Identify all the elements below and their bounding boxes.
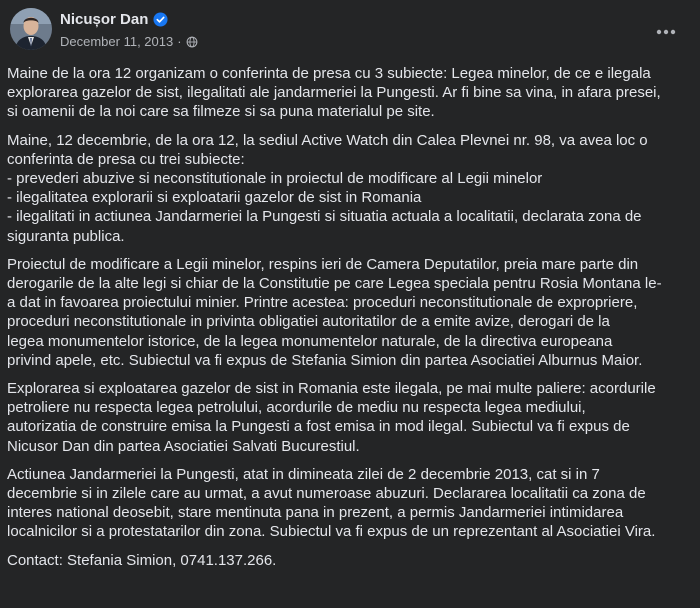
more-options-icon	[656, 29, 676, 35]
post-text-line: a dat in favoarea proiectului minier. Printre acestea: proceduri neconstitutionale de expropriere,	[7, 294, 638, 312]
post-text-line: localnicilor si a protestatarilor din zona. Subiectul va fi expus de un reprezentant al Asociatiei Vira.	[7, 523, 656, 541]
post-text-line: proceduri neconstitutionale in privinta obligatiei autoritatilor de a emite avize, derogari de la	[7, 313, 610, 331]
post-text-line: si oamenii de la noi care sa filmeze si sa puna materialul pe site.	[7, 103, 435, 121]
post-text-line: Contact: Stefania Simion, 0741.137.266.	[7, 551, 277, 569]
post-text-line: decembrie si in zilele care au urmat, a avut numeroase abuzuri. Declararea localitatii ca zona de	[7, 485, 646, 503]
post-paragraph	[7, 255, 688, 370]
post-paragraph	[7, 379, 688, 456]
post-text-line: siguranta publica.	[7, 227, 125, 245]
post-text-line: Maine de la ora 12 organizam o conferinta de presa cu 3 subiecte: Legea minelor, de ce e ilegala	[7, 65, 651, 82]
post-text-line: Maine, 12 decembrie, de la ora 12, la sediul Active Watch din Calea Plevnei nr. 98, va avea loc o	[7, 131, 648, 149]
author-name[interactable]: Nicușor Dan	[60, 11, 149, 28]
post-text-line: Proiectul de modificare a Legii minelor, respins ieri de Camera Deputatilor, preia mare parte din	[7, 255, 639, 273]
post-text-line: explorarea gazelor de sist, ilegalitati ale jandarmeriei la Pungesti. Ar fi bine sa vina, in afara presei,	[7, 84, 661, 102]
globe-icon[interactable]	[186, 36, 198, 48]
post-text-line: Nicusor Dan din partea Asociatiei Salvati Bucurestiul.	[7, 437, 360, 455]
post-paragraph	[7, 551, 688, 570]
post-text-line: - prevederi abuzive si neconstitutionale in proiectul de modificare al Legii minelor	[7, 170, 543, 188]
verified-badge-icon	[153, 12, 168, 27]
post-paragraph	[7, 131, 688, 246]
post-text-line: Explorarea si exploatarea gazelor de sist in Romania este ilegala, pe mai multe paliere: acordurile	[7, 380, 656, 398]
post-text-line: petroliere nu respecta legea petrolului, acordurile de mediu nu respecta legea mediului,	[7, 399, 586, 417]
more-options-button[interactable]	[648, 14, 684, 50]
post-paragraph	[7, 465, 688, 542]
post-text-line: privind apele, etc. Subiectul va fi expus de Stefania Simion din partea Asociatiei Alburnus Maior.	[7, 351, 643, 369]
post-body	[7, 64, 688, 579]
post-text-line: legea monumentelor istorice, de la legea monumentelor naturale, de la directiva europeana	[7, 332, 613, 350]
author-name-row	[60, 11, 168, 28]
post-text-line: autorizatia de construire emisa la Pungesti a fost emisa in mod ilegal. Subiectul va fi expus de	[7, 418, 630, 436]
post-meta	[60, 34, 198, 49]
post-text-line: conferinta de presa cu trei subiecte:	[7, 150, 245, 168]
avatar-image	[10, 8, 52, 50]
post-text-line: derogarile de la alte legi si chiar de la Constitutie pe care Legea speciala pentru Rosia Montana le-	[7, 275, 662, 293]
post-text-line: - ilegalitati in actiunea Jandarmeriei la Pungesti si situatia actuala a localitatii, declarata zona de	[7, 208, 642, 226]
post-text-line: - ilegalitatea explorarii si exploatarii gazelor de sist in Romania	[7, 189, 422, 207]
post-text-line: Actiunea Jandarmeriei la Pungesti, atat in dimineata zilei de 2 decembrie 2013, cat si in 7	[7, 465, 600, 483]
post-paragraph	[7, 64, 688, 122]
post-date[interactable]: December 11, 2013	[60, 34, 174, 49]
meta-separator: ·	[177, 34, 182, 49]
post-text-line: interes national deosebit, stare mentinuta pana in prezent, a permis Jandarmeriei intimidarea	[7, 504, 624, 522]
post-header	[10, 8, 690, 56]
avatar[interactable]	[10, 8, 52, 50]
